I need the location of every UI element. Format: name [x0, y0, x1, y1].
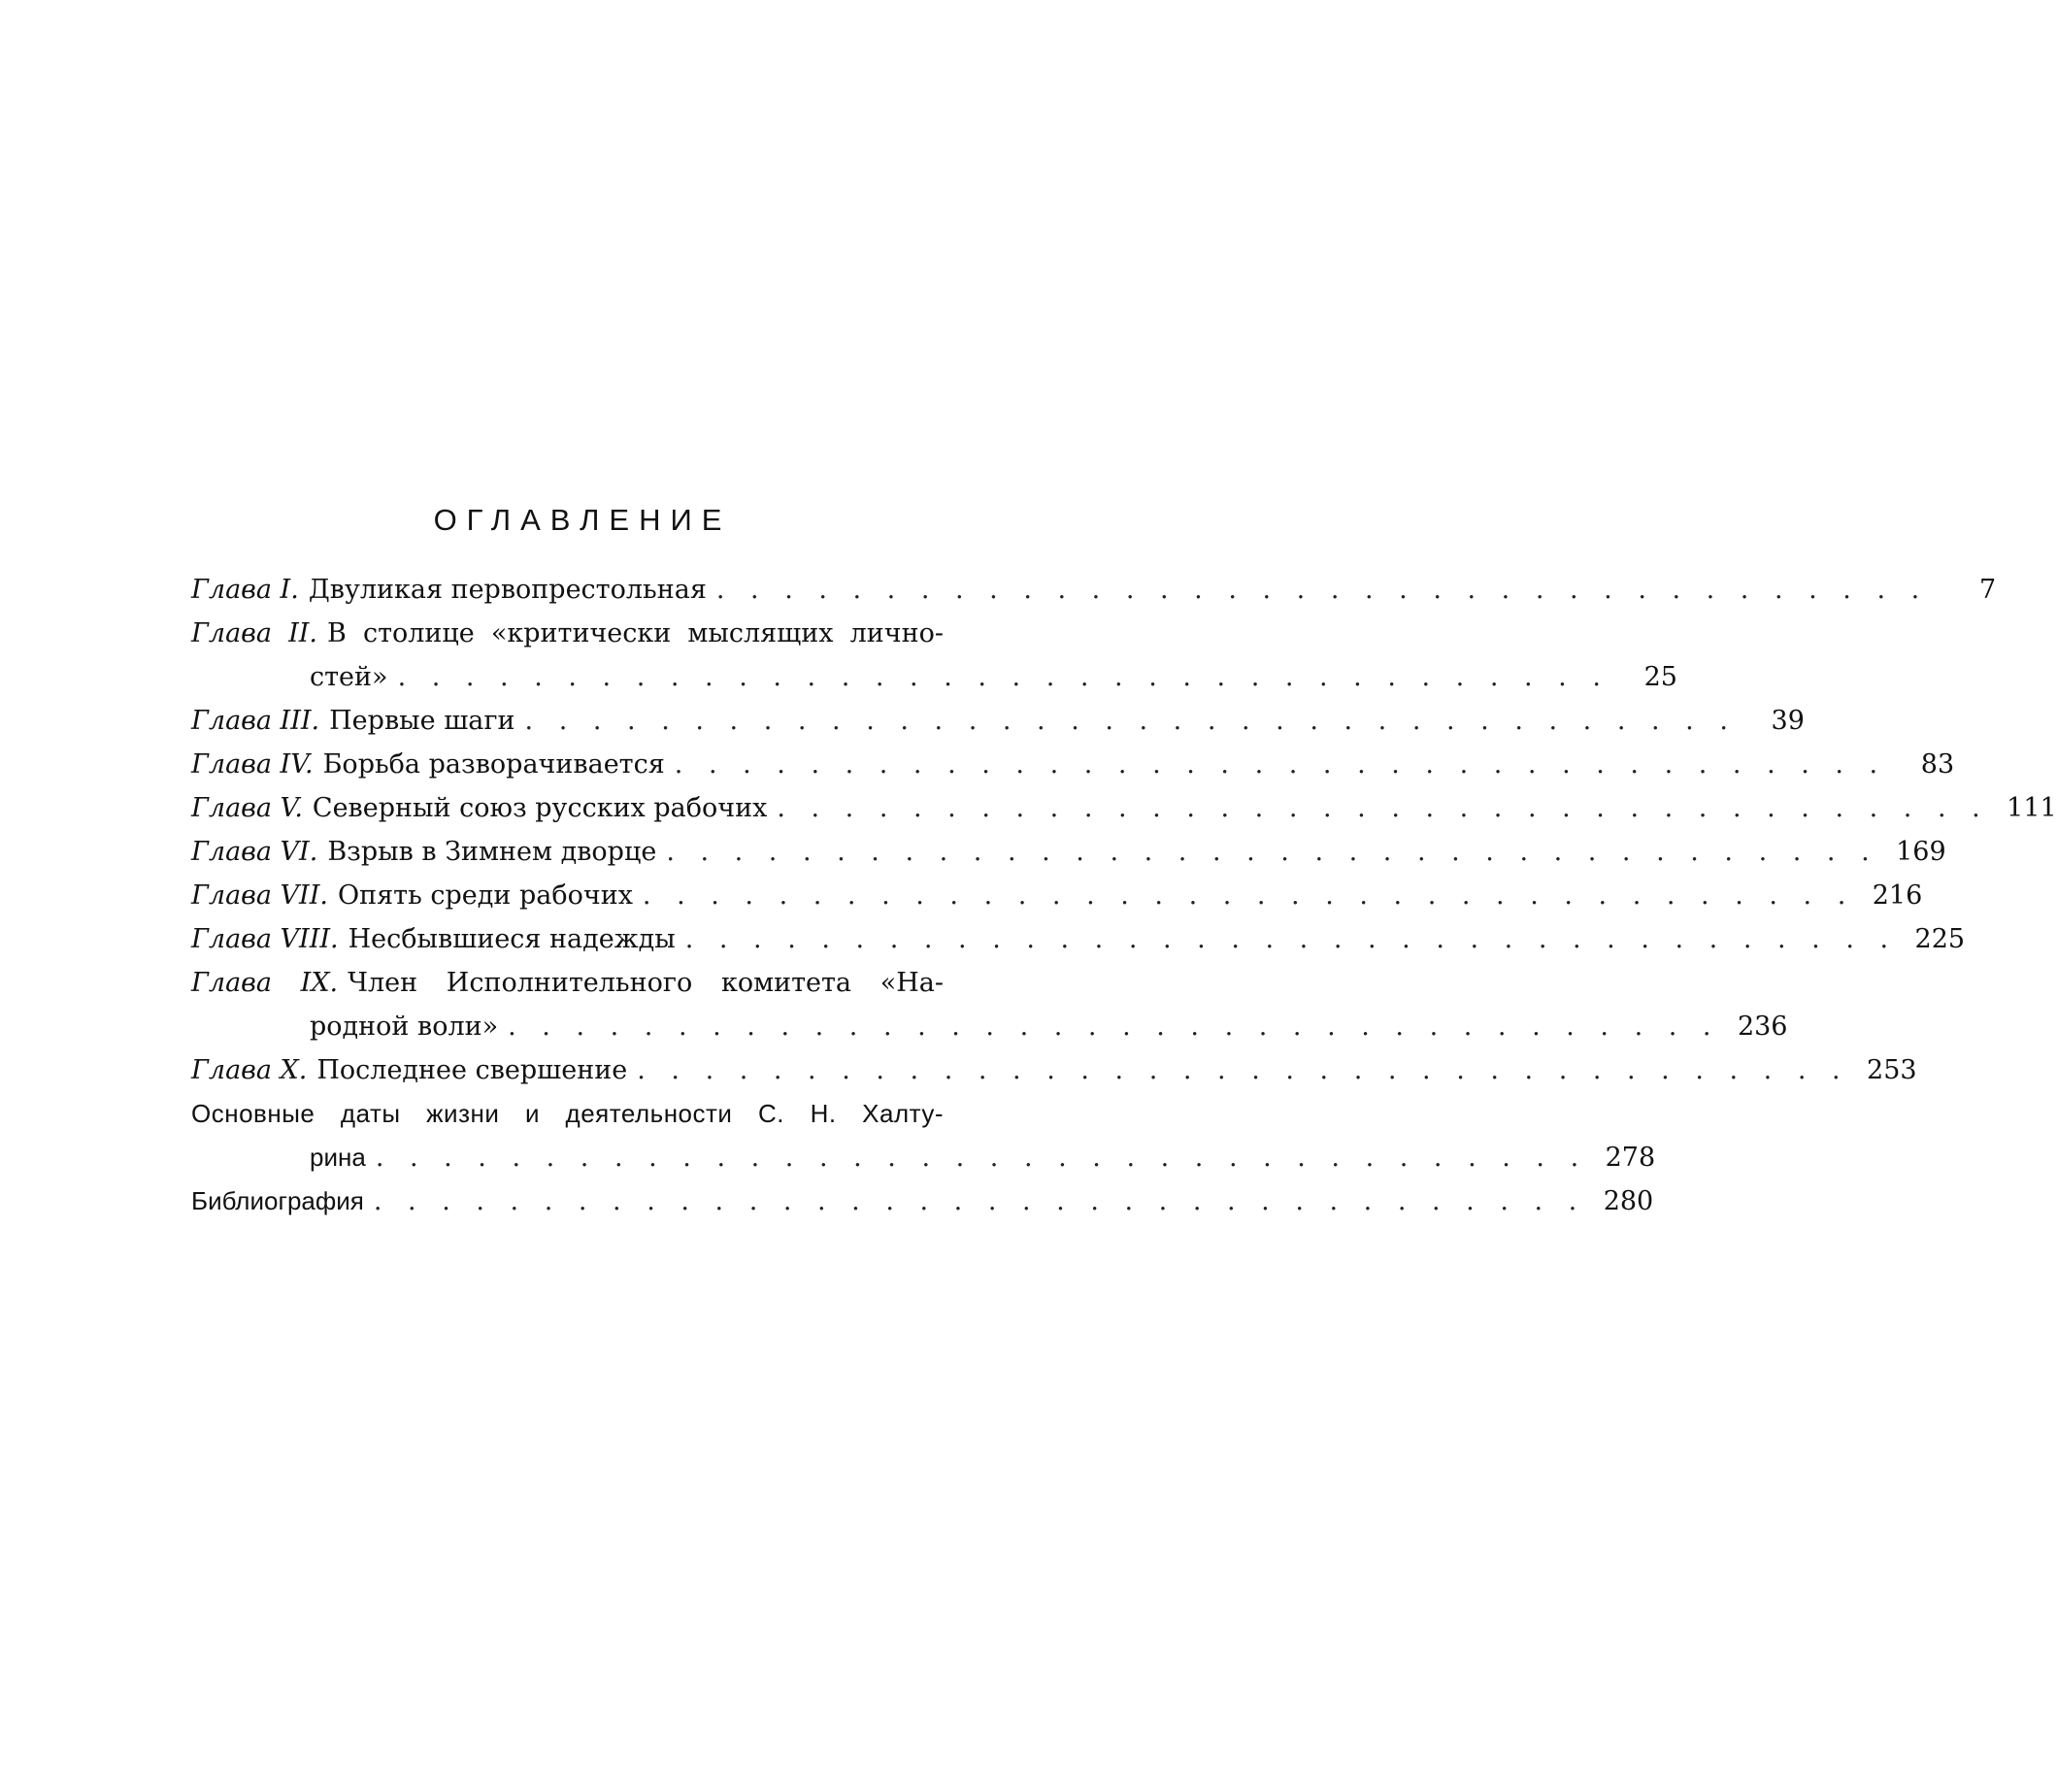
- dot-leader: [767, 786, 1988, 830]
- chapter-title: Двуликая первопрестольная: [308, 575, 707, 605]
- toc-entry: [191, 874, 1923, 917]
- dot-leader: [656, 830, 1877, 874]
- page-number: 25: [1643, 662, 1677, 692]
- page-number: 39: [1771, 706, 1805, 736]
- page-number: 225: [1914, 924, 1966, 954]
- dot-leader: [388, 655, 1609, 699]
- appendix-title: Библиография: [191, 1186, 364, 1215]
- dot-leader: [498, 1005, 1719, 1048]
- toc-entry: [191, 699, 1805, 743]
- chapter-title: Несбывшиеся надежды: [348, 924, 676, 954]
- chapter-number: Глава VI.: [191, 837, 318, 867]
- toc-entry: [191, 830, 1946, 874]
- toc-entry: [191, 786, 2057, 830]
- chapter-number: Глава V.: [191, 793, 303, 823]
- page-number: 253: [1867, 1055, 1917, 1085]
- page-number: 111: [2007, 793, 2057, 823]
- chapter-number: Глава VIII.: [191, 924, 339, 954]
- chapter-title: Северный союз русских рабочих: [312, 793, 768, 823]
- toc-list: [191, 568, 2057, 1223]
- toc-entry-continuation: [191, 655, 1677, 699]
- toc-title: ОГЛАВЛЕНИЕ: [433, 503, 732, 537]
- toc-entry: [191, 917, 1966, 961]
- page-number: 7: [1979, 575, 1997, 605]
- chapter-title: Член Исполнительного комитета «На-: [348, 968, 944, 998]
- toc-entry: [191, 1179, 1654, 1223]
- chapter-number: Глава X.: [191, 1055, 308, 1085]
- chapter-title-continuation: родной воли»: [310, 1012, 499, 1042]
- dot-leader: [627, 1048, 1848, 1092]
- chapter-title-continuation: стей»: [310, 662, 388, 692]
- page-number: 280: [1603, 1186, 1654, 1216]
- chapter-number: Глава VII.: [191, 880, 328, 911]
- chapter-number: Глава II.: [191, 618, 317, 648]
- chapter-title: Последнее свершение: [316, 1055, 628, 1085]
- chapter-title: В столице «критически мыслящих лично-: [327, 618, 944, 648]
- chapter-title: Опять среди рабочих: [337, 880, 633, 911]
- page-number: 216: [1872, 880, 1923, 911]
- dot-leader: [676, 917, 1897, 961]
- page-number: 278: [1605, 1143, 1656, 1173]
- appendix-title-continuation: рина: [310, 1143, 366, 1172]
- toc-entry: [191, 1092, 1031, 1136]
- dot-leader: [364, 1179, 1585, 1223]
- toc-entry: [191, 612, 1031, 655]
- page-number: 236: [1737, 1012, 1788, 1042]
- toc-entry: [191, 1048, 1917, 1092]
- page-number: 169: [1896, 837, 1946, 867]
- chapter-number: Глава IX.: [191, 968, 339, 998]
- chapter-number: Глава I.: [191, 575, 299, 605]
- dot-leader: [707, 568, 1928, 612]
- toc-entry: [191, 961, 1031, 1005]
- dot-leader: [665, 743, 1886, 786]
- toc-entry: [191, 743, 1955, 786]
- appendix-title: Основные даты жизни и деятельности С. Н. Халту-: [191, 1099, 944, 1128]
- chapter-number: Глава IV.: [191, 749, 314, 780]
- toc-entry-continuation: [191, 1136, 1656, 1179]
- chapter-title: Взрыв в Зимнем дворце: [327, 837, 657, 867]
- dot-leader: [633, 874, 1854, 917]
- chapter-number: Глава III.: [191, 706, 320, 736]
- toc-entry-continuation: [191, 1005, 1788, 1048]
- dot-leader: [366, 1136, 1587, 1179]
- dot-leader: [515, 699, 1737, 743]
- page-number: 83: [1920, 749, 1955, 780]
- toc-entry: [191, 568, 1997, 612]
- chapter-title: Борьба разворачивается: [322, 749, 665, 780]
- chapter-title: Первые шаги: [329, 706, 515, 736]
